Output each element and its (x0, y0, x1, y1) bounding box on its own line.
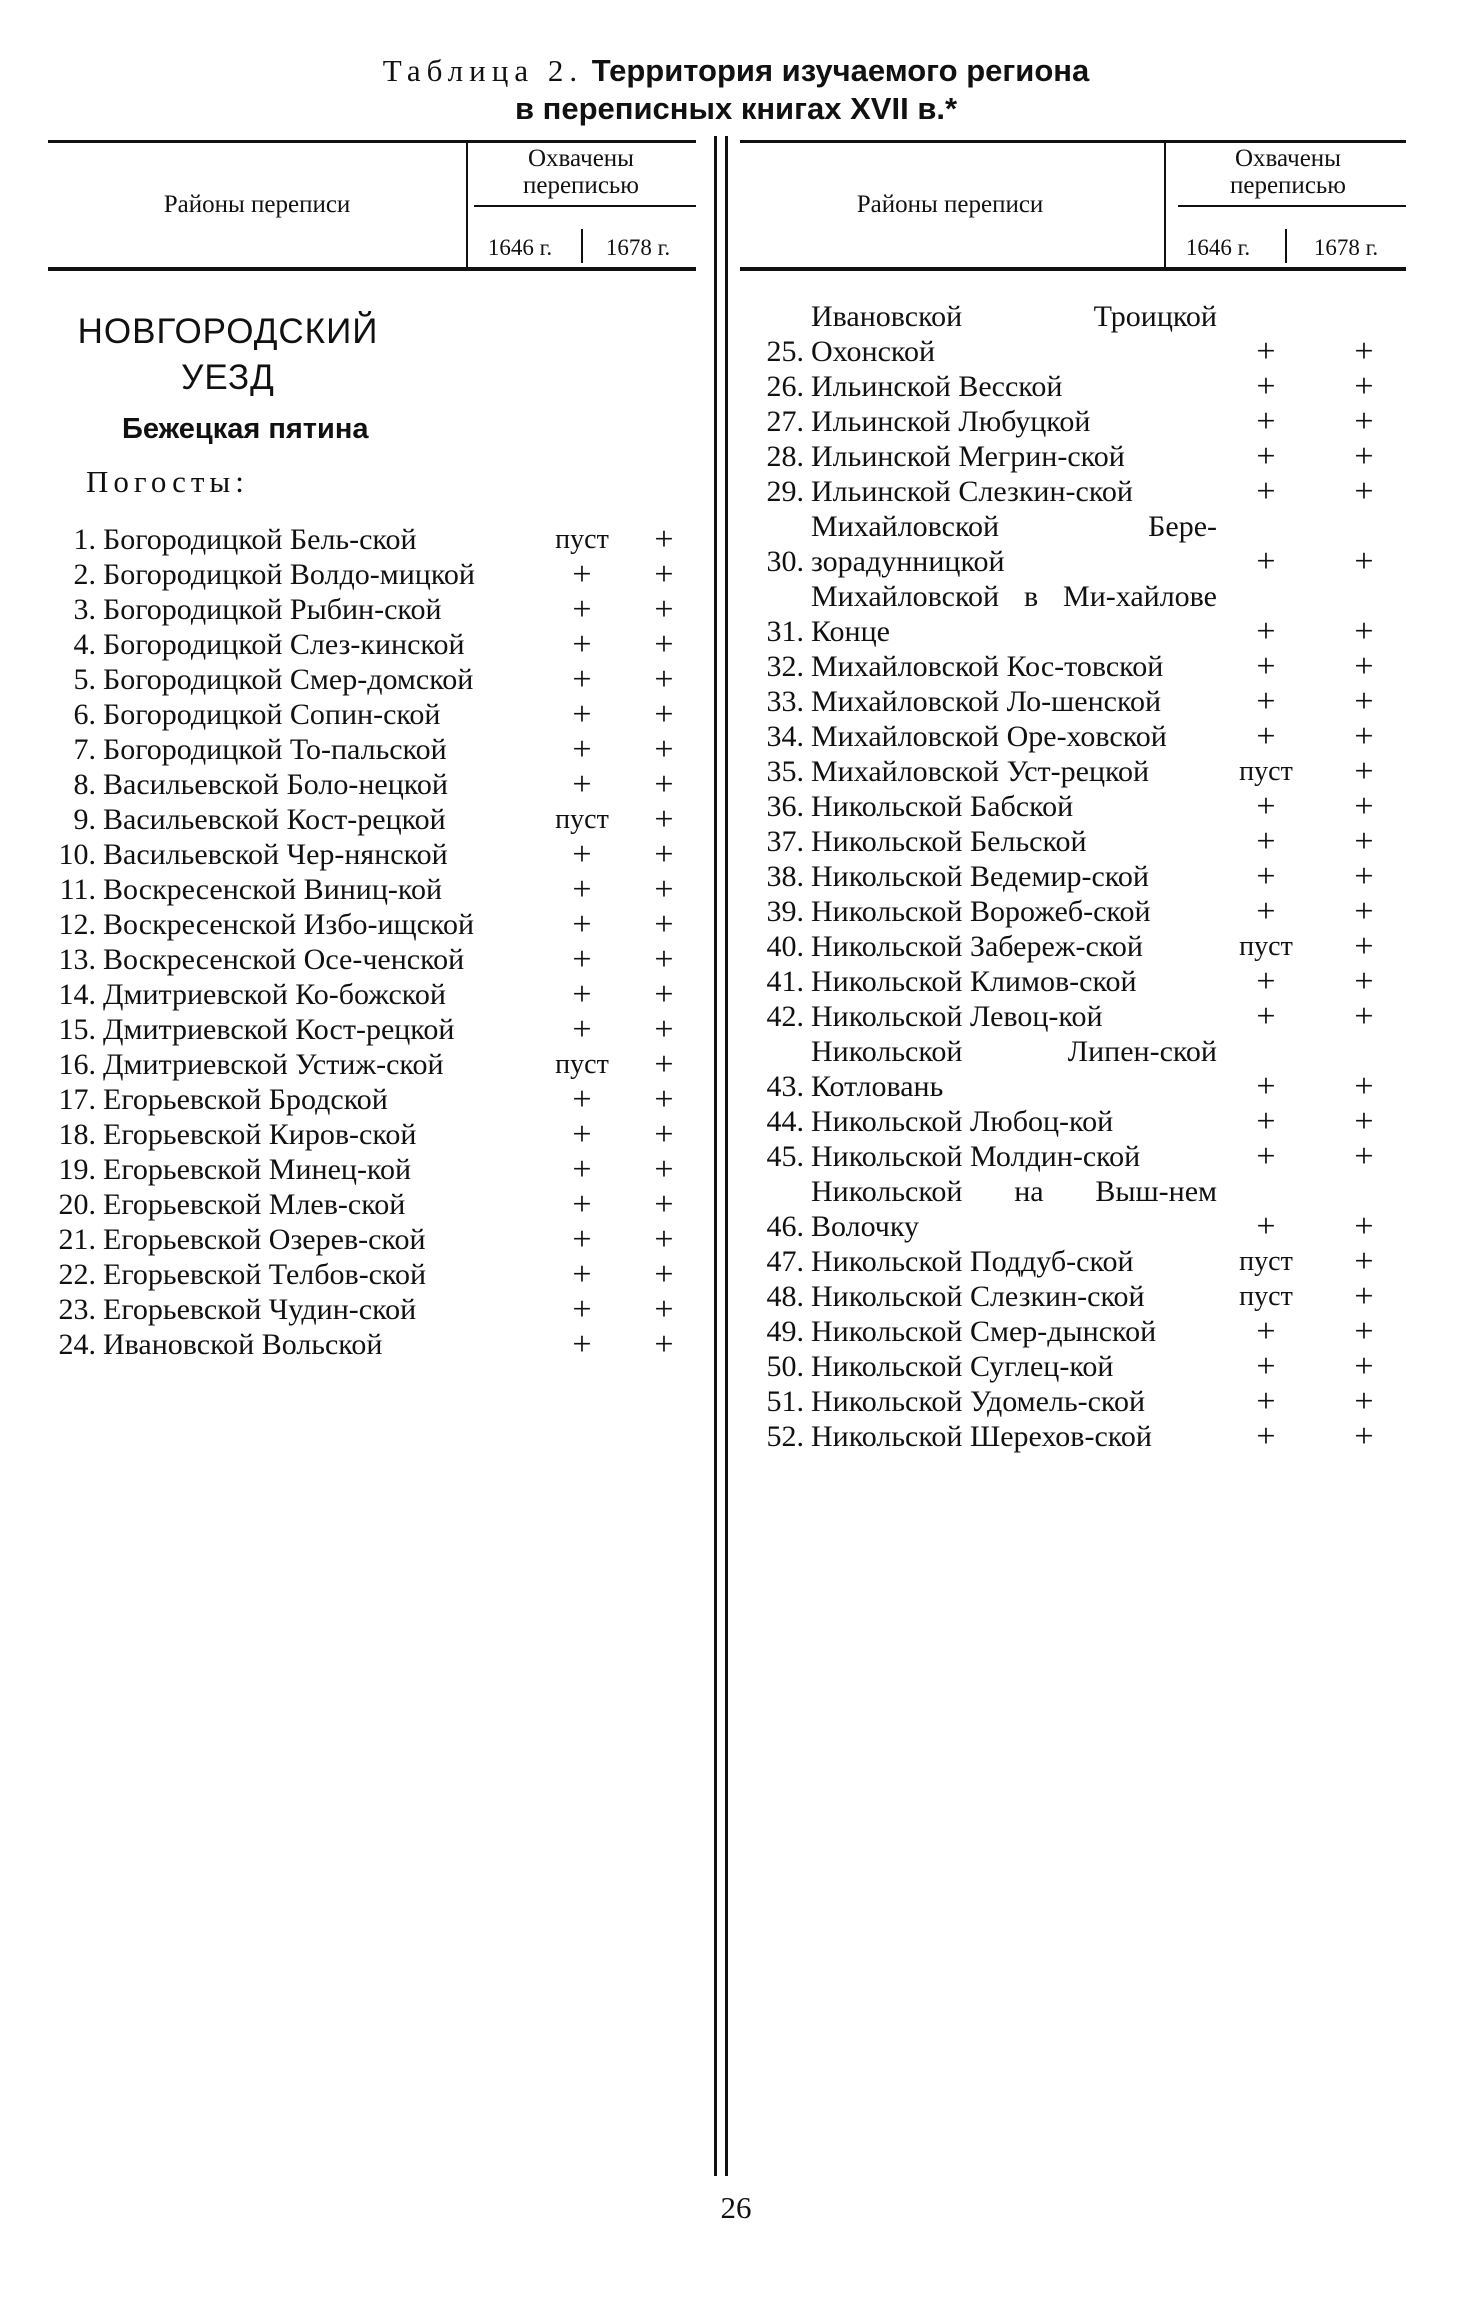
covered-line-2: переписью (1229, 172, 1346, 199)
left-table-header (48, 140, 696, 271)
county-heading (48, 309, 408, 401)
table-row: 10. Васильевской Чер-нянской + + (58, 836, 674, 873)
table-row: 38. Никольской Ведемир-ской + + (766, 858, 1374, 895)
table-row: 42. Никольской Левоц-кой + + (766, 998, 1374, 1035)
page-number: 26 (720, 2190, 752, 2225)
table-row: 44. Никольской Любоц-кой + + (766, 1103, 1374, 1140)
county-line-2: УЕЗД (181, 358, 275, 397)
table-row: 22. Егорьевской Телбов-ской + + (58, 1256, 674, 1293)
title-line-1 (0, 52, 1472, 90)
column-separator (714, 136, 728, 2176)
table-row: 15. Дмитриевской Кост-рецкой + + (58, 1011, 674, 1048)
header-divider (1164, 143, 1166, 267)
table-row: 20. Егорьевской Млев-ской + + (58, 1186, 674, 1223)
year-divider (1285, 229, 1287, 263)
table-row: 33. Михайловской Ло-шенской + + (766, 683, 1374, 720)
table-row: 35. Михайловской Уст-рецкой пуст + (766, 753, 1374, 790)
table-row: 37. Никольской Бельской + + (766, 823, 1374, 860)
table-row: 9. Васильевской Кост-рецкой пуст + (73, 801, 674, 838)
pogosty-heading: Погосты: (86, 464, 249, 499)
table-row: 28. Ильинской Мегрин-ской + + (766, 438, 1374, 475)
table-row: 29. Ильинской Слезкин-ской + + (766, 473, 1374, 510)
table-row: 5. Богородицкой Смер-домской + + (73, 661, 674, 698)
table-row: 21. Егорьевской Озерев-ской + + (58, 1221, 674, 1258)
right-table-header (740, 140, 1406, 271)
table-row: 30. Михайловской Бере-зорадунницкой + + (766, 510, 1374, 580)
covered-underline (1178, 205, 1406, 207)
table-row: 39. Никольской Ворожеб-ской + + (766, 893, 1374, 930)
year-1646-header: 1646 г. (1185, 235, 1251, 260)
table-row: 41. Никольской Климов-ской + + (766, 963, 1374, 1000)
table-row: 25. Ивановской Троицкой Охонской + + (766, 300, 1374, 370)
table-row: 4. Богородицкой Слез-кинской + + (73, 626, 674, 663)
table-row: 7. Богородицкой То-пальской + + (73, 731, 674, 768)
table-row: 26. Ильинской Веcской + + (766, 368, 1374, 405)
table-row: 36. Никольской Бабской + + (766, 788, 1374, 825)
title-text: Территория изучаемого региона (591, 53, 1090, 88)
table-row: 50. Никольской Суглец-кой + + (766, 1348, 1374, 1385)
covered-header (1170, 145, 1406, 199)
table-row: 43. Никольской Липен-ской Котловань + + (766, 1035, 1374, 1105)
pyatina-heading: Бежецкая пятина (122, 413, 369, 445)
year-divider (581, 229, 583, 263)
table-row: 12. Воскресенской Избо-ищской + + (58, 906, 674, 943)
table-row: 46. Никольской на Выш-нем Волочку + + (766, 1175, 1374, 1245)
table-row: 31. Михайловской в Ми-хайлове Конце + + (766, 580, 1374, 650)
left-column (48, 140, 696, 1362)
table-row: 23. Егорьевской Чудин-ской + + (58, 1291, 674, 1328)
table-row: 24. Ивановской Вольской + + (58, 1326, 674, 1363)
table-row: 14. Дмитриевской Ко-божской + + (58, 976, 674, 1013)
table-row: 16. Дмитриевской Устиж-ской пуст + (58, 1046, 674, 1083)
table-row: 11. Воскресенской Виниц-кой + + (59, 871, 674, 908)
right-rows (740, 299, 1406, 1454)
table-row: 34. Михайловской Оре-ховской + + (766, 718, 1374, 755)
table-title (0, 52, 1472, 128)
table-row: 47. Никольской Поддуб-ской пуст + (766, 1243, 1374, 1280)
title-line-2: в переписных книгах XVII в.* (514, 91, 958, 126)
table-row: 51. Никольской Удомель-ской + + (766, 1383, 1374, 1420)
table-row: 18. Егорьевской Киров-ской + + (58, 1116, 674, 1153)
table-row: 2. Богородицкой Волдо-мицкой + + (73, 556, 674, 593)
table-row: 45. Никольской Молдин-ской + + (766, 1138, 1374, 1175)
title-lead: Таблица 2. (382, 53, 584, 88)
districts-header: Районы переписи (163, 191, 351, 218)
table-row: 3. Богородицкой Рыбин-ской + + (73, 591, 674, 628)
table-row: 40. Никольской Забереж-ской пуст + (766, 928, 1374, 965)
county-line-1: НОВГОРОДСКИЙ (77, 312, 379, 351)
districts-header: Районы переписи (856, 191, 1044, 218)
covered-header (466, 145, 696, 199)
covered-line-2: переписью (522, 172, 639, 199)
right-column (740, 140, 1406, 1454)
covered-line-1: Охвачены (1235, 145, 1341, 172)
table-row: 49. Никольской Смер-дынской + + (766, 1313, 1374, 1350)
table-row: 6. Богородицкой Сопин-ской + + (73, 696, 674, 733)
year-1646-header: 1646 г. (487, 235, 553, 260)
table-row: 13. Воскресенской Осе-ченской + + (58, 941, 674, 978)
table-row: 1. Богородицкой Бель-ской пуст + (73, 521, 674, 558)
table-row: 27. Ильинской Любуцкой + + (766, 403, 1374, 440)
table-row: 48. Никольской Слезкин-ской пуст + (766, 1278, 1374, 1315)
covered-line-1: Охвачены (528, 145, 634, 172)
table-row: 19. Егорьевской Минец-кой + + (58, 1151, 674, 1188)
covered-underline (474, 205, 696, 207)
table-row: 52. Никольской Шерехов-ской + + (766, 1418, 1374, 1455)
year-1678-header: 1678 г. (605, 235, 671, 260)
table-row: 17. Егорьевской Бродской + + (58, 1081, 674, 1118)
year-1678-header: 1678 г. (1313, 235, 1379, 260)
left-rows (48, 522, 696, 1362)
table-row: 32. Михайловской Кос-товской + + (766, 648, 1374, 685)
table-row: 8. Васильевской Боло-нецкой + + (73, 766, 674, 803)
